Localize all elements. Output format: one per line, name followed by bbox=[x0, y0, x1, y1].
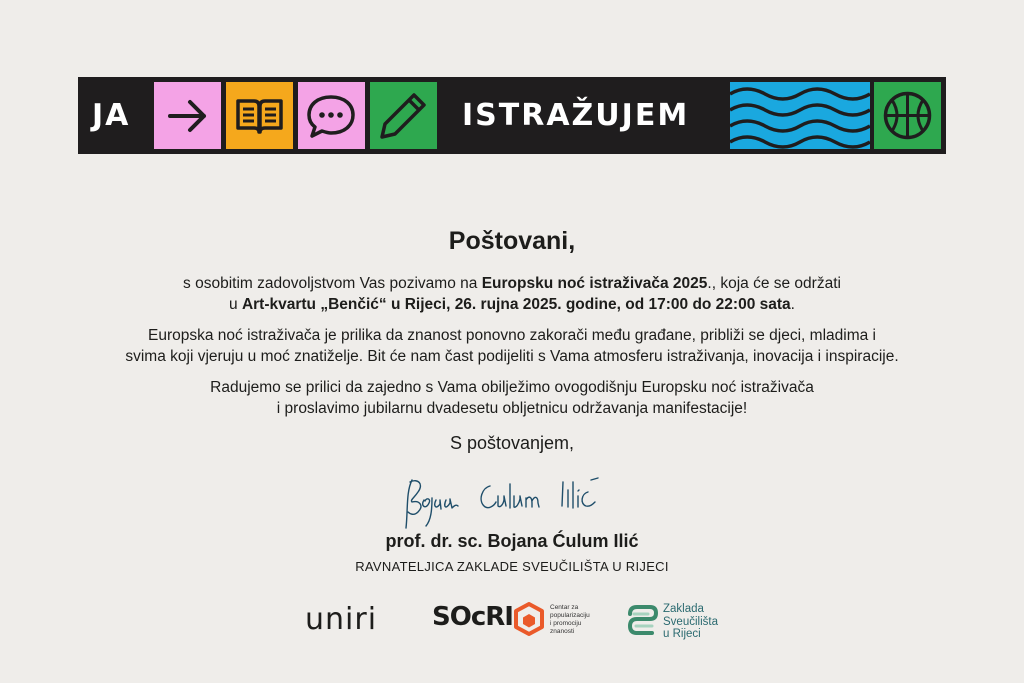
socri-cube-icon bbox=[514, 602, 544, 636]
event-location-date: Art-kvartu „Benčić“ u Rijeci, 26. rujna 2025. godine, od 17:00 do 22:00 sata bbox=[241, 296, 791, 313]
socri-sub-line-3: i promociju bbox=[550, 620, 582, 627]
zaklada-wordmark bbox=[663, 603, 718, 641]
signer-name: prof. dr. sc. Bojana Ćulum Ilić bbox=[385, 531, 639, 551]
banner-word-istrazujem: ISTRAŽUJEM bbox=[462, 98, 690, 133]
paragraph-description bbox=[0, 325, 1024, 367]
anniversary-line-1: Radujemo se prilici da zajedno s Vama obilježimo ovogodišnju Europsku noć istraživača bbox=[210, 379, 814, 396]
zaklada-line-1: Zaklada bbox=[663, 603, 704, 615]
invitation-text-2: ., koja će se održati bbox=[707, 275, 841, 292]
closing: S poštovanjem, bbox=[449, 433, 575, 453]
paragraph-anniversary bbox=[0, 377, 1024, 419]
signer-role: RAVNATELJICA ZAKLADE SVEUČILIŠTA U RIJECI bbox=[355, 559, 669, 574]
arrow-right-icon bbox=[154, 82, 221, 149]
basketball-icon bbox=[874, 82, 941, 149]
zaklada-line-3: u Rijeci bbox=[663, 628, 701, 640]
zaklada-logo bbox=[626, 602, 736, 642]
event-name: Europsku noć istraživača 2025 bbox=[481, 275, 708, 292]
socri-wordmark: SOcRI bbox=[432, 602, 513, 632]
socri-sub-line-1: Centar za bbox=[550, 604, 579, 611]
banner-word-ja: JA bbox=[92, 98, 131, 133]
waves-icon bbox=[730, 82, 870, 149]
description-line-1: Europska noć istraživača je prilika da znanost ponovno zakorači među građane, približi se djeci, mladima i bbox=[147, 327, 876, 344]
partner-logos bbox=[0, 598, 1024, 648]
invitation-text-3: u bbox=[229, 296, 242, 313]
zaklada-emblem-icon bbox=[626, 604, 658, 638]
letter-body bbox=[0, 227, 1024, 454]
greeting: Poštovani, bbox=[448, 227, 576, 255]
description-line-2: svima koji vjeruju u moć znatiželje. Bit će nam čast podijeliti s Vama atmosferu istraživanja, inovacija i inspiracije. bbox=[125, 348, 899, 365]
pencil-icon bbox=[370, 82, 437, 149]
header-banner bbox=[78, 77, 946, 154]
socri-logo bbox=[432, 600, 592, 644]
socri-sub-line-4: znanosti bbox=[550, 628, 575, 635]
zaklada-line-2: Sveučilišta bbox=[663, 615, 718, 628]
speech-bubble-icon bbox=[298, 82, 365, 149]
invitation-text-4: . bbox=[790, 296, 795, 313]
open-book-icon bbox=[226, 82, 293, 149]
handwritten-signature bbox=[398, 470, 628, 530]
socri-subtitle bbox=[550, 604, 600, 636]
socri-sub-line-2: popularizaciju bbox=[550, 612, 590, 619]
anniversary-line-2: i proslavimo jubilarnu dvadesetu obljetnicu održavanja manifestacije! bbox=[276, 400, 748, 417]
uniri-logo: uniri bbox=[305, 602, 378, 637]
paragraph-invitation bbox=[0, 273, 1024, 315]
invitation-text-1: s osobitim zadovoljstvom Vas pozivamo na bbox=[183, 275, 482, 292]
